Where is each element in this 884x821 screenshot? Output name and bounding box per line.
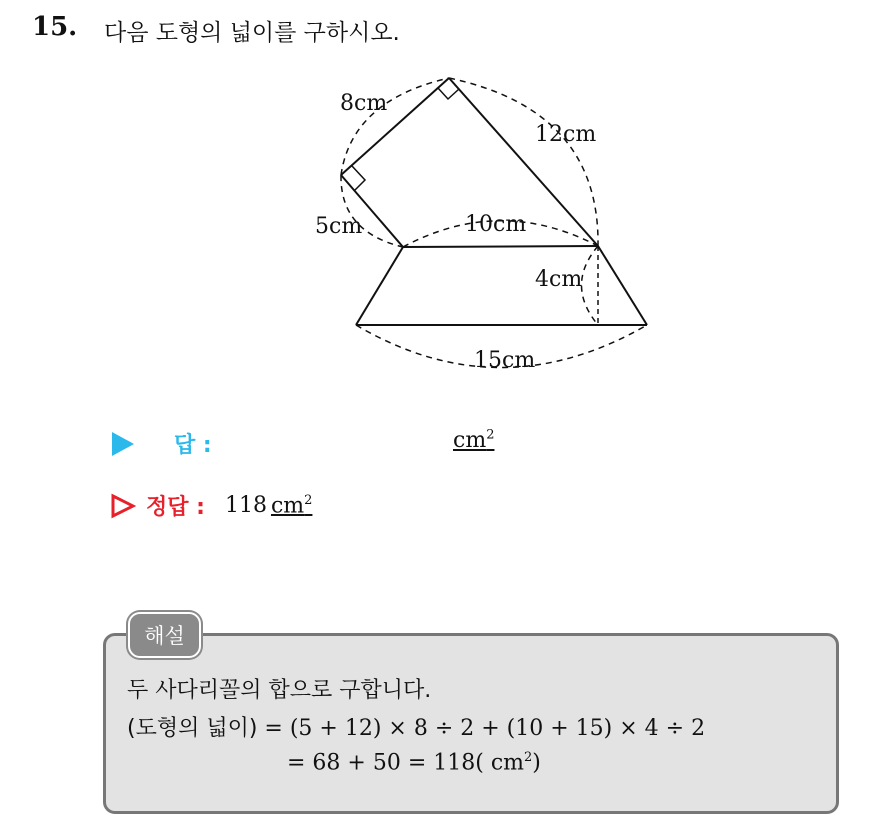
label-15cm: 15cm bbox=[474, 348, 536, 373]
correct-answer-value: 118 bbox=[224, 493, 267, 518]
answer-label: 답 : bbox=[174, 433, 212, 458]
right-angle-mark-left bbox=[352, 166, 365, 191]
play-arrow-icon bbox=[112, 432, 134, 456]
arc-4cm bbox=[582, 246, 599, 325]
answer-row bbox=[112, 428, 212, 459]
solution-tag: 해설 bbox=[128, 612, 201, 658]
solution-line-3: = 68 + 50 = 118( $cm^2$) bbox=[287, 750, 541, 776]
correct-answer-row bbox=[110, 490, 312, 521]
label-4cm: 4cm bbox=[535, 267, 583, 292]
label-10cm: 10cm bbox=[465, 212, 527, 237]
answer-unit: $cm^2$ bbox=[453, 428, 495, 454]
question-text: 다음 도형의 넓이를 구하시오. bbox=[104, 20, 400, 46]
solution-line-2: (도형의 넓이) = (5 + 12) × 8 ÷ 2 + (10 + 15) × 4 ÷ 2 bbox=[127, 716, 706, 741]
label-5cm: 5cm bbox=[315, 214, 363, 239]
solution-line-1: 두 사다리꼴의 합으로 구합니다. bbox=[127, 678, 432, 703]
label-8cm: 8cm bbox=[340, 91, 388, 116]
correct-answer-unit: $cm^2$ bbox=[270, 492, 313, 519]
outline-arrow-icon bbox=[110, 493, 136, 519]
right-angle-mark-top bbox=[438, 88, 459, 99]
correct-answer-label: 정답 : bbox=[146, 495, 205, 520]
label-12cm: 12cm bbox=[535, 122, 597, 147]
question-number: 15. bbox=[32, 12, 78, 42]
answer-field[interactable] bbox=[453, 428, 494, 453]
